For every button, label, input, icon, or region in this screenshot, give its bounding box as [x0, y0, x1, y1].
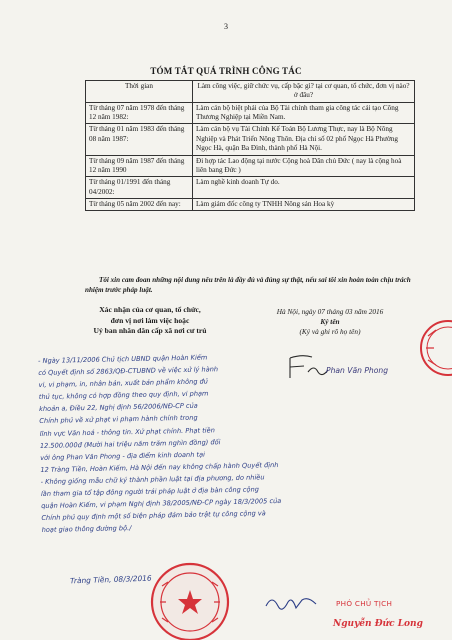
row-work: Làm cán bộ biệt phái của Bộ Tài chính tham gia công tác cải tạo Công Thương Nghiệp tại Miền Nam.	[193, 102, 415, 124]
row-work: Đi hợp tác Lao động tại nước Cộng hoà Dân chủ Đức ( nay là cộng hoà liên bang Đức )	[193, 155, 415, 177]
handwritten-confirmation	[38, 347, 422, 536]
handwritten-line: vi, vi phạm, in, nhân bản, xuất bản phẩm không đủ	[38, 377, 209, 390]
header-time: Thời gian	[86, 81, 193, 103]
row-time: Từ tháng 07 năm 1978 đến tháng 12 năm 1982:	[86, 102, 193, 124]
table-row	[86, 177, 415, 199]
signature-block	[240, 307, 420, 338]
handwritten-line: lần tham gia tổ tập đông người trái pháp luật ở địa bàn công cộng	[40, 485, 260, 498]
document-title: TÓM TẮT QUÁ TRÌNH CÔNG TÁC	[150, 66, 302, 76]
handwritten-line: 12.500.000đ (Mười hai triệu năm trăm nghìn đồng) đối	[39, 437, 221, 450]
signer-note: (Ký và ghi rõ họ tên)	[299, 327, 361, 337]
handwritten-line: quận Hoàn Kiếm, vi phạm Nghị định 38/2005/NĐ-CP ngày 18/3/2005 của	[41, 497, 282, 511]
pledge-statement: Tôi xin cam đoan những nội dung nêu trên là đầy đủ và đúng sự thật, nếu sai tôi xin hoàn toàn chịu trách nhiệm trước pháp luật.	[85, 276, 411, 294]
handwritten-line: có Quyết định số 2863/QĐ-CTUBND về việc xử lý hành	[38, 365, 219, 378]
confirmation-heading-line3: Uỷ ban nhân dân cấp xã nơi cư trú	[93, 326, 207, 336]
handwritten-line: Chính phủ về xử phạt vi phạm hành chính trong	[39, 414, 198, 426]
work-history-table	[85, 80, 415, 211]
row-work: Làm giám đốc công ty TNHH Nông sản Hoa kỳ	[193, 198, 415, 210]
signer-label: Ký tên	[320, 317, 340, 327]
handwritten-line: lĩnh vực Văn hoá - thông tin. Xử phạt chính. Phạt tiền	[39, 425, 215, 438]
official-title: PHÓ CHỦ TỊCH	[336, 599, 393, 608]
row-time: Từ tháng 01/1991 đến tháng 04/2002:	[86, 177, 193, 199]
confirmation-heading	[60, 305, 240, 337]
handwritten-line: với ông Phan Văn Phong - địa điểm kinh doanh tại	[40, 450, 206, 462]
red-stamp-partial	[418, 318, 452, 378]
page-number: 3	[224, 22, 228, 31]
handwritten-line: - Không giống mẫu chữ ký thành phần luật tại địa phương, do nhiều	[40, 473, 265, 486]
table-header-row	[86, 81, 415, 103]
handwritten-line: khoản a, Điều 22, Nghị định 56/2006/NĐ-CP của	[39, 402, 198, 414]
handwritten-line: - Ngày 13/11/2006 Chủ tịch UBND quận Hoàn Kiếm	[38, 353, 208, 365]
handwritten-line: Chính phủ quy định một số biện pháp đảm bảo trật tự công cộng và	[41, 509, 266, 523]
applicant-signature-name: Phan Văn Phong	[326, 366, 389, 375]
confirmation-heading-line1: Xác nhận của cơ quan, tổ chức,	[99, 305, 201, 314]
official-red-stamp	[148, 556, 258, 640]
signing-date: Hà Nội, ngày 07 tháng 03 năm 2016	[276, 307, 384, 316]
table-row	[86, 124, 415, 155]
row-work: Làm cán bộ vụ Tài Chính Kế Toán Bộ Lương Thực, nay là Bộ Nông Nghiệp và Phát Triển Nông Thôn. Địa chỉ số 02 phố Ngọc Hà Phường Ngọc Hà, quận Ba Đình, thành phố Hà Nội.	[193, 124, 415, 155]
row-time: Từ tháng 05 năm 2002 đến nay:	[86, 198, 193, 210]
table-row	[86, 102, 415, 124]
handwritten-line: hoạt giao thông đường bộ./	[41, 524, 132, 535]
header-work: Làm công việc, giữ chức vụ, cấp bậc gì? tại cơ quan, tổ chức, đơn vị nào? ở đâu?	[193, 81, 415, 103]
row-time: Từ tháng 01 năm 1983 đến tháng 08 năm 1987:	[86, 124, 193, 155]
handwritten-line: 12 Tràng Tiền, Hoàn Kiếm, Hà Nội đến nay không chấp hành Quyết định	[40, 460, 279, 474]
confirmation-heading-line2: đơn vị nơi làm việc hoặc	[110, 315, 190, 325]
row-work: Làm nghề kinh doanh Tự do.	[193, 177, 415, 199]
official-signature	[262, 592, 322, 616]
row-time: Từ tháng 09 năm 1987 đến tháng 12 năm 1990	[86, 155, 193, 177]
official-name: Nguyễn Đức Long	[333, 619, 423, 629]
handwritten-date: Tràng Tiền, 08/3/2016	[69, 573, 152, 586]
table-row	[86, 198, 415, 210]
handwritten-line: thủ tục, không có hợp đồng theo quy định, vi phạm	[38, 389, 209, 402]
table-row	[86, 155, 415, 177]
